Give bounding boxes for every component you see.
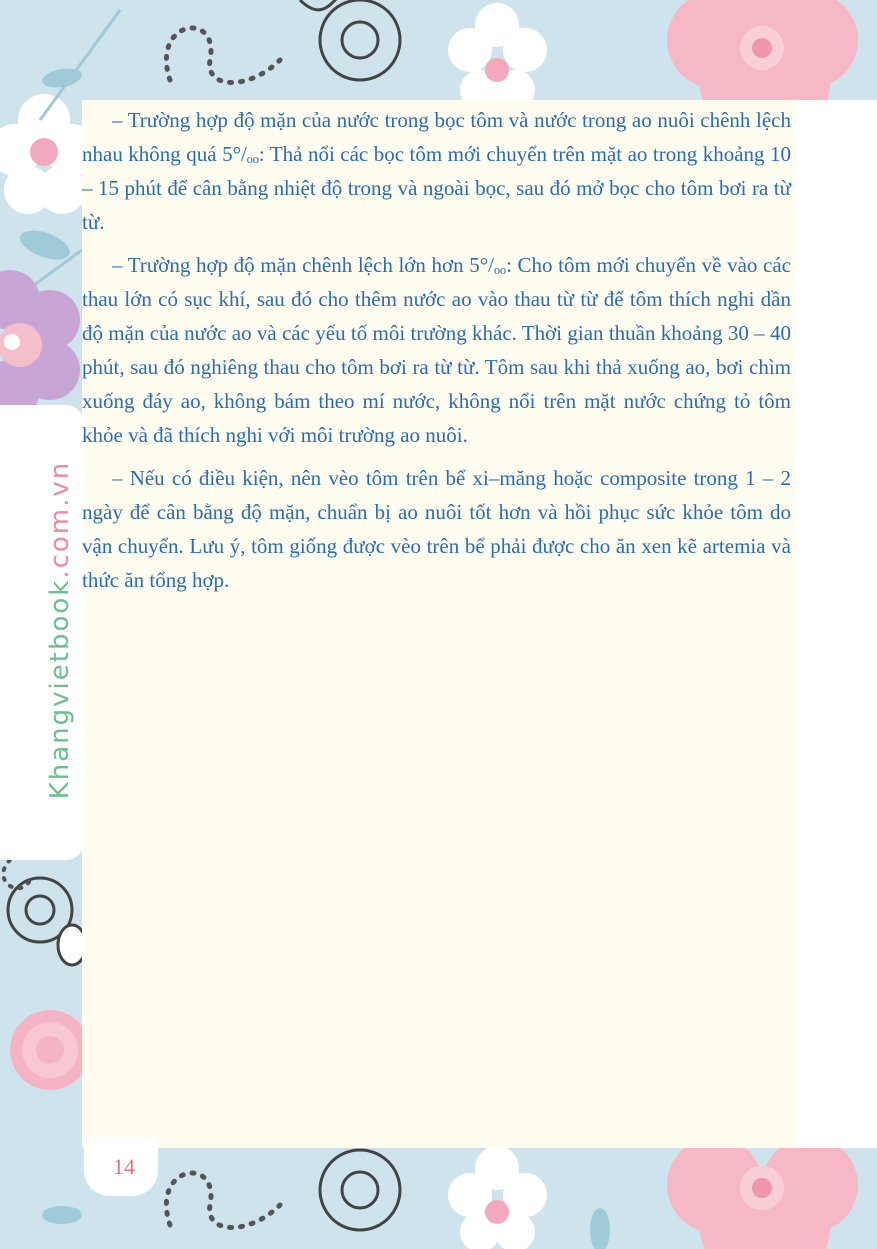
paragraph: – Nếu có điều kiện, nên vèo tôm trên bể xi–măng hoặc composite trong 1 – 2 ngày để cân bằng độ mặn, chuẩn bị ao nuôi tốt hơn và hồi phục sức khỏe tôm do vận chuyển. Lưu ý, tôm giống được vèo trên bể phải được cho ăn xen kẽ artemia và thức ăn tổng hợp. xyxy=(82,466,791,592)
white-flower-icon xyxy=(448,1146,547,1249)
leaf-icon xyxy=(590,1208,610,1249)
bee-icon xyxy=(8,878,86,965)
paragraph: – Trường hợp độ mặn của nước trong bọc tôm và nước trong ao nuôi chênh lệch nhau không quá 5°/ₒₒ: Thả nổi các bọc tôm mới chuyển trên mặt ao trong khoảng 10 – 15 phút để cân bằng nhiệt độ trong và ngoài bọc, sau đó mở bọc cho tôm bơi ra từ từ. xyxy=(82,108,791,234)
page-content xyxy=(82,103,791,606)
bee-icon xyxy=(320,1150,400,1230)
pink-flower-icon xyxy=(10,1010,90,1090)
bee-icon xyxy=(300,0,400,80)
dotted-swirl-icon xyxy=(166,28,280,83)
leaf-icon xyxy=(42,1206,82,1224)
purple-flower-icon xyxy=(0,270,80,420)
publisher-domain: .com.vn xyxy=(45,460,75,579)
publisher-brand: Khangvietbook xyxy=(45,578,75,800)
leaf-icon xyxy=(16,225,73,265)
white-flower-icon xyxy=(448,3,547,110)
paragraph: – Trường hợp độ mặn chênh lệch lớn hơn 5°/ₒₒ: Cho tôm mới chuyển về vào các thau lớn có sục khí, sau đó cho thêm nước ao vào thau từ từ để tôm thích nghi dần độ mặn của nước ao và các yếu tố môi trường khác. Thời gian thuần khoảng 30 – 40 phút, sau đó nghiêng thau cho tôm bơi ra từ từ. Tôm sau khi thả xuống ao, bơi chìm xuống đáy ao, không bám theo mí nước, không nổi trên mặt nước chứng tỏ tôm khỏe và đã thích nghi với môi trường ao nuôi. xyxy=(82,253,791,447)
dotted-swirl-icon xyxy=(3,860,30,888)
publisher-watermark xyxy=(45,461,75,800)
dotted-swirl-icon xyxy=(166,1173,280,1228)
pink-flower-icon xyxy=(667,1137,858,1249)
page-number: 14 xyxy=(113,1154,135,1179)
